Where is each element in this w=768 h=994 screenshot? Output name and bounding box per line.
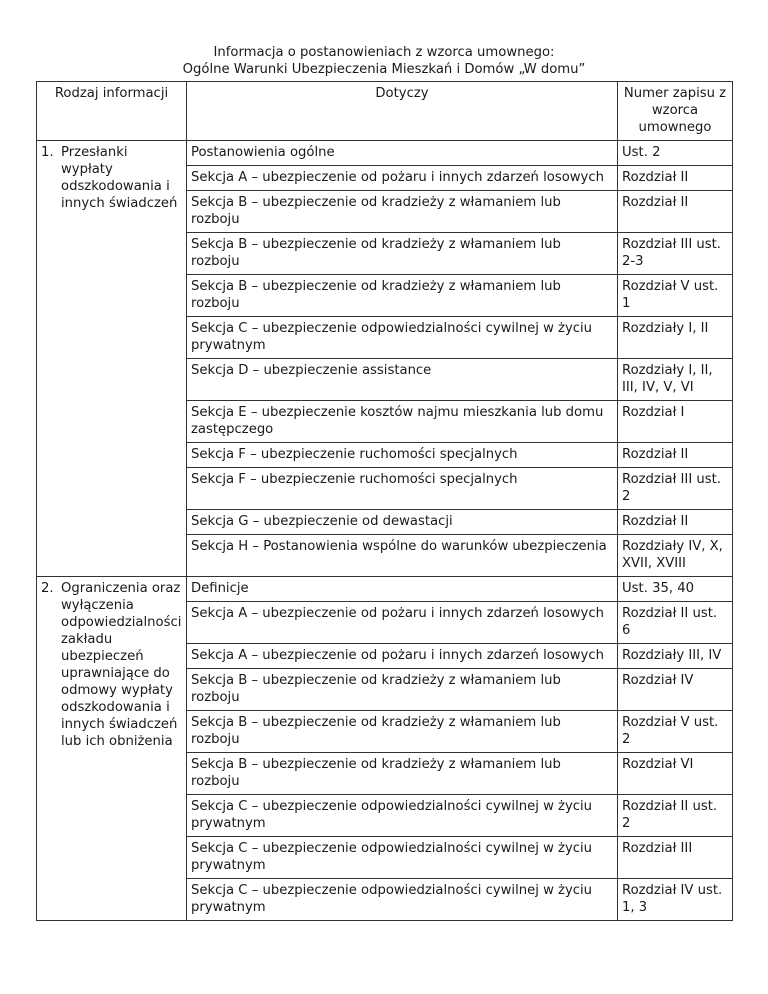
numer-zapisu-cell: Rozdziały I, II bbox=[618, 317, 733, 359]
dotyczy-cell: Sekcja A – ubezpieczenie od pożaru i innych zdarzeń losowych bbox=[187, 602, 618, 644]
numer-zapisu-cell: Rozdział V ust. 2 bbox=[618, 711, 733, 753]
numer-zapisu-cell: Rozdział IV bbox=[618, 669, 733, 711]
group-number: 1. bbox=[41, 145, 54, 160]
table-row bbox=[37, 141, 733, 166]
dotyczy-cell: Sekcja B – ubezpieczenie od kradzieży z włamaniem lub rozboju bbox=[187, 669, 618, 711]
header-numer-zapisu: Numer zapisu z wzorca umownego bbox=[618, 82, 733, 141]
dotyczy-cell: Sekcja C – ubezpieczenie odpowiedzialności cywilnej w życiu prywatnym bbox=[187, 795, 618, 837]
title-line-2: Ogólne Warunki Ubezpieczenia Mieszkań i Domów „W domu” bbox=[182, 62, 586, 77]
numer-zapisu-cell: Rozdział IV ust. 1, 3 bbox=[618, 879, 733, 921]
dotyczy-cell: Sekcja B – ubezpieczenie od kradzieży z włamaniem lub rozboju bbox=[187, 711, 618, 753]
dotyczy-cell: Sekcja C – ubezpieczenie odpowiedzialności cywilnej w życiu prywatnym bbox=[187, 879, 618, 921]
numer-zapisu-cell: Rozdział II bbox=[618, 191, 733, 233]
numer-zapisu-cell: Rozdział III ust. 2-3 bbox=[618, 233, 733, 275]
dotyczy-cell: Sekcja C – ubezpieczenie odpowiedzialności cywilnej w życiu prywatnym bbox=[187, 317, 618, 359]
group-label bbox=[41, 144, 182, 212]
numer-zapisu-cell: Rozdział II bbox=[618, 166, 733, 191]
dotyczy-cell: Sekcja B – ubezpieczenie od kradzieży z włamaniem lub rozboju bbox=[187, 191, 618, 233]
title-line-1: Informacja o postanowieniach z wzorca umownego: bbox=[213, 45, 555, 60]
dotyczy-cell: Sekcja F – ubezpieczenie ruchomości specjalnych bbox=[187, 468, 618, 510]
group-number: 2. bbox=[41, 581, 54, 596]
dotyczy-cell: Sekcja B – ubezpieczenie od kradzieży z włamaniem lub rozboju bbox=[187, 753, 618, 795]
numer-zapisu-cell: Rozdział I bbox=[618, 401, 733, 443]
dotyczy-cell: Definicje bbox=[187, 577, 618, 602]
group-type-cell bbox=[37, 141, 187, 577]
numer-zapisu-cell: Rozdziały I, II, III, IV, V, VI bbox=[618, 359, 733, 401]
group-label-text: Ograniczenia oraz wyłączenia odpowiedzialności zakładu ubezpieczeń uprawniające do odmowy wypłaty odszkodowania i innych świadczeń lub ich obniżenia bbox=[61, 581, 182, 749]
dotyczy-cell: Sekcja B – ubezpieczenie od kradzieży z włamaniem lub rozboju bbox=[187, 233, 618, 275]
dotyczy-cell: Sekcja B – ubezpieczenie od kradzieży z włamaniem lub rozboju bbox=[187, 275, 618, 317]
numer-zapisu-cell: Rozdział V ust. 1 bbox=[618, 275, 733, 317]
document-title bbox=[0, 44, 768, 78]
group-type-cell bbox=[37, 577, 187, 921]
header-rodzaj-informacji: Rodzaj informacji bbox=[37, 82, 187, 141]
numer-zapisu-cell: Rozdział II bbox=[618, 510, 733, 535]
dotyczy-cell: Sekcja D – ubezpieczenie assistance bbox=[187, 359, 618, 401]
numer-zapisu-cell: Rozdział VI bbox=[618, 753, 733, 795]
numer-zapisu-cell: Rozdziały IV, X, XVII, XVIII bbox=[618, 535, 733, 577]
dotyczy-cell: Sekcja C – ubezpieczenie odpowiedzialności cywilnej w życiu prywatnym bbox=[187, 837, 618, 879]
dotyczy-cell: Sekcja A – ubezpieczenie od pożaru i innych zdarzeń losowych bbox=[187, 644, 618, 669]
header-dotyczy: Dotyczy bbox=[187, 82, 618, 141]
group-label-text: Przesłanki wypłaty odszkodowania i innych świadczeń bbox=[61, 145, 178, 211]
group-label bbox=[41, 580, 182, 750]
numer-zapisu-cell: Rozdział II bbox=[618, 443, 733, 468]
numer-zapisu-cell: Rozdział III bbox=[618, 837, 733, 879]
table-header-row bbox=[37, 82, 733, 141]
dotyczy-cell: Sekcja H – Postanowienia wspólne do warunków ubezpieczenia bbox=[187, 535, 618, 577]
table-row bbox=[37, 577, 733, 602]
numer-zapisu-cell: Ust. 35, 40 bbox=[618, 577, 733, 602]
dotyczy-cell: Sekcja A – ubezpieczenie od pożaru i innych zdarzeń losowych bbox=[187, 166, 618, 191]
numer-zapisu-cell: Rozdział III ust. 2 bbox=[618, 468, 733, 510]
dotyczy-cell: Postanowienia ogólne bbox=[187, 141, 618, 166]
numer-zapisu-cell: Rozdziały III, IV bbox=[618, 644, 733, 669]
numer-zapisu-cell: Rozdział II ust. 6 bbox=[618, 602, 733, 644]
dotyczy-cell: Sekcja F – ubezpieczenie ruchomości specjalnych bbox=[187, 443, 618, 468]
dotyczy-cell: Sekcja G – ubezpieczenie od dewastacji bbox=[187, 510, 618, 535]
dotyczy-cell: Sekcja E – ubezpieczenie kosztów najmu mieszkania lub domu zastępczego bbox=[187, 401, 618, 443]
provisions-table bbox=[36, 81, 733, 921]
numer-zapisu-cell: Ust. 2 bbox=[618, 141, 733, 166]
numer-zapisu-cell: Rozdział II ust. 2 bbox=[618, 795, 733, 837]
